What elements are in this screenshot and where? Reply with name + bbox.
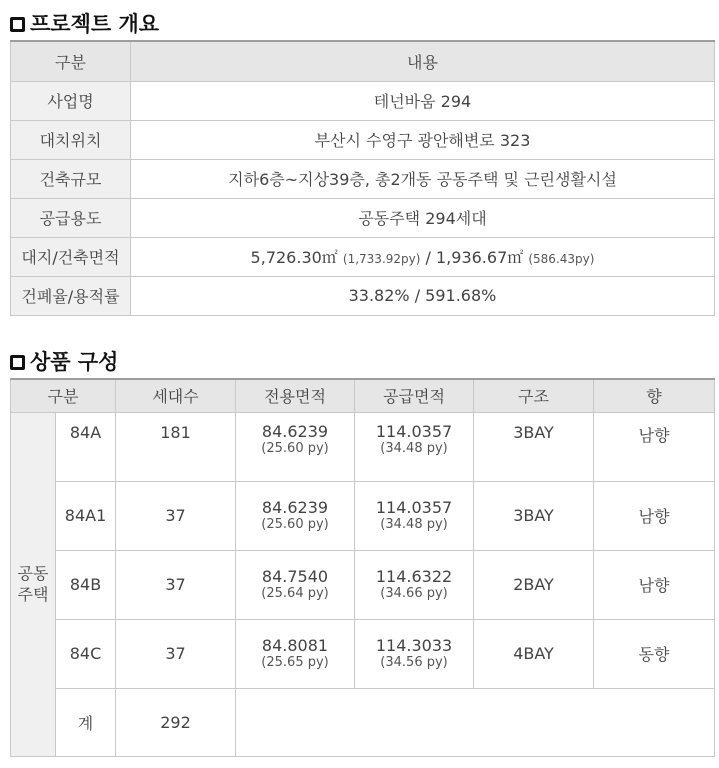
checkbox-square-icon: [10, 17, 25, 32]
supply-area: [355, 481, 474, 550]
products-title: 상품 구성: [30, 350, 119, 374]
building-area: 1,936.67㎡: [436, 248, 524, 267]
exclusive-area-py: (25.65 py): [261, 654, 329, 670]
supply-area-value: 114.3033: [375, 635, 453, 655]
direction: 남향: [594, 550, 715, 619]
row-value: 부산시 수영구 광안해변로 323: [131, 120, 715, 159]
supply-area-value: 114.0357: [375, 421, 453, 441]
exclusive-area-py: (25.64 py): [261, 585, 329, 601]
header-exclusive-area: 전용면적: [236, 379, 355, 412]
table-row: [11, 550, 715, 619]
total-units: 292: [116, 688, 236, 756]
supply-area-py: (34.48 py): [380, 440, 448, 456]
unit-type: 84C: [56, 619, 116, 688]
supply-area-py: (34.56 py): [380, 654, 448, 670]
exclusive-area: [236, 412, 355, 481]
products-section-title: [10, 346, 118, 376]
row-label: 사업명: [11, 81, 131, 120]
exclusive-area: [236, 550, 355, 619]
unit-type: 84A: [56, 412, 116, 481]
supply-area-value: 114.0357: [375, 497, 453, 517]
supply-area: [355, 550, 474, 619]
total-row: [11, 688, 715, 756]
header-category: 구분: [11, 41, 131, 81]
header-supply-area: 공급면적: [355, 379, 474, 412]
table-row: [11, 81, 715, 120]
exclusive-area: [236, 481, 355, 550]
unit-type: 84B: [56, 550, 116, 619]
exclusive-area-value: 84.7540: [261, 566, 329, 586]
land-area-py: (1,733.92py): [342, 252, 421, 266]
table-row: [11, 412, 715, 481]
total-label: 계: [56, 688, 116, 756]
group-label-line1: 공동: [17, 564, 49, 583]
structure: 2BAY: [474, 550, 594, 619]
row-label: 공급용도: [11, 198, 131, 237]
table-row: [11, 619, 715, 688]
table-row: [11, 159, 715, 198]
supply-area-py: (34.48 py): [380, 516, 448, 532]
row-value: 테넌바움 294: [131, 81, 715, 120]
land-area: 5,726.30㎡: [250, 248, 338, 267]
exclusive-area-value: 84.6239: [261, 497, 329, 517]
exclusive-area-py: (25.60 py): [261, 440, 329, 456]
value-separator: /: [420, 248, 436, 267]
overview-section-title: [10, 8, 159, 38]
products-table: [10, 378, 715, 757]
structure: 3BAY: [474, 481, 594, 550]
unit-count: 37: [116, 550, 236, 619]
row-label: 대치위치: [11, 120, 131, 159]
group-label: [11, 412, 56, 756]
products-header-row: [11, 379, 715, 412]
row-label: 대지/건축면적: [11, 237, 131, 276]
supply-area-value: 114.6322: [375, 566, 453, 586]
table-row: [11, 237, 715, 276]
table-row: [11, 276, 715, 315]
row-label: 건축규모: [11, 159, 131, 198]
overview-title: 프로젝트 개요: [30, 12, 160, 36]
header-direction: 향: [594, 379, 715, 412]
checkbox-square-icon: [10, 355, 25, 370]
structure: 3BAY: [474, 412, 594, 481]
total-empty-cell: [236, 688, 715, 756]
exclusive-area-value: 84.8081: [261, 635, 329, 655]
row-value: 공동주택 294세대: [131, 198, 715, 237]
direction: 남향: [594, 481, 715, 550]
overview-header-row: [11, 41, 715, 81]
exclusive-area: [236, 619, 355, 688]
direction: 동향: [594, 619, 715, 688]
unit-count: 181: [116, 412, 236, 481]
row-label: 건폐율/용적률: [11, 276, 131, 315]
table-row: [11, 481, 715, 550]
unit-type: 84A1: [56, 481, 116, 550]
row-value: 33.82% / 591.68%: [131, 276, 715, 315]
exclusive-area-value: 84.6239: [261, 421, 329, 441]
group-label-line2: 주택: [17, 585, 49, 604]
header-units: 세대수: [116, 379, 236, 412]
structure: 4BAY: [474, 619, 594, 688]
header-structure: 구조: [474, 379, 594, 412]
unit-count: 37: [116, 481, 236, 550]
table-row: [11, 120, 715, 159]
row-value: [131, 237, 715, 276]
exclusive-area-py: (25.60 py): [261, 516, 329, 532]
table-row: [11, 198, 715, 237]
supply-area: [355, 412, 474, 481]
header-category: 구분: [11, 379, 116, 412]
supply-area-py: (34.66 py): [380, 585, 448, 601]
header-content: 내용: [131, 41, 715, 81]
supply-area: [355, 619, 474, 688]
row-value: 지하6층~지상39층, 총2개동 공동주택 및 근린생활시설: [131, 159, 715, 198]
unit-count: 37: [116, 619, 236, 688]
overview-table: [10, 40, 715, 316]
building-area-py: (586.43py): [528, 252, 595, 266]
direction: 남향: [594, 412, 715, 481]
